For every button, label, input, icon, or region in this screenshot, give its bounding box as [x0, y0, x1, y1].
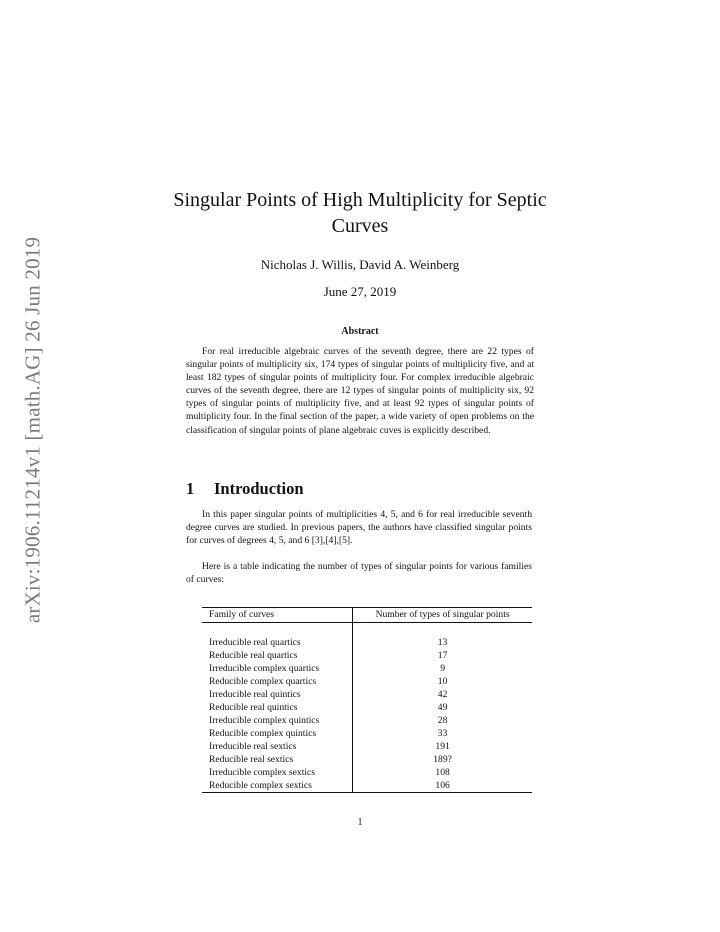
count-cell: 28 — [353, 714, 532, 727]
table-row — [202, 662, 532, 675]
table-row — [202, 649, 532, 662]
count-cell: 33 — [353, 727, 532, 740]
intro-paragraph: Here is a table indicating the number of types of singular points for various families of curves: — [186, 561, 532, 586]
table-row — [202, 779, 532, 793]
family-cell: Irreducible real sextics — [209, 741, 297, 752]
family-cell: Irreducible complex quintics — [209, 715, 320, 726]
section-heading — [186, 479, 304, 499]
intro-paragraph: In this paper singular points of multiplicities 4, 5, and 6 for real irreducible seventh degree curves are studied. In previous papers, the authors have classified singular points for curves of degrees 4, 5, and 6 [3],[4],[5]. — [186, 509, 532, 547]
table-row — [202, 753, 532, 766]
singular-points-table — [202, 607, 532, 793]
table-row — [202, 675, 532, 688]
count-cell: 9 — [353, 662, 532, 675]
abstract-heading: Abstract — [341, 326, 379, 337]
family-cell: Reducible complex sextics — [202, 779, 353, 793]
family-cell: Reducible real quartics — [209, 650, 298, 661]
table-header-count: Number of types of singular points — [353, 608, 532, 623]
section-title: Introduction — [214, 479, 304, 498]
table-row — [202, 727, 532, 740]
family-cell: Reducible complex quintics — [209, 728, 317, 739]
count-cell: 108 — [353, 766, 532, 779]
paper-title: Singular Points of High Multiplicity for Septic Curves — [173, 189, 547, 237]
table-spacer-row — [202, 623, 532, 637]
table-header-row — [202, 608, 532, 623]
count-cell: 42 — [353, 688, 532, 701]
arxiv-identifier-stamp: arXiv:1906.11214v1 [math.AG] 26 Jun 2019 — [20, 236, 45, 624]
family-cell: Reducible real sextics — [209, 754, 294, 765]
count-cell: 17 — [353, 649, 532, 662]
count-cell: 106 — [353, 779, 532, 793]
family-cell: Reducible complex quartics — [209, 676, 317, 687]
family-cell: Irreducible real quartics — [209, 637, 301, 648]
count-cell: 49 — [353, 701, 532, 714]
count-cell: 189? — [353, 753, 532, 766]
table-row — [202, 714, 532, 727]
table-row — [202, 701, 532, 714]
page-number: 1 — [357, 817, 363, 828]
family-cell: Reducible real quintics — [209, 702, 298, 713]
count-cell: 10 — [353, 675, 532, 688]
table-row — [202, 688, 532, 701]
table-row — [202, 766, 532, 779]
abstract-body: For real irreducible algebraic curves of the seventh degree, there are 22 types of singular points of multiplicity six, 174 types of singular points of multiplicity five, and at least 182 types of singular points of multiplicity four. For complex irreducible algebraic curves of the seventh degree, there are 12 types of singular points of multiplicity six, 92 types of singular points of multiplicity five, and at least 92 types of singular points of multiplicity four. In the final section of the paper, a wide variety of open problems on the classification of singular points of plane algebraic cuves is explicitly described. — [186, 346, 534, 436]
paper-authors: Nicholas J. Willis, David A. Weinberg — [260, 257, 460, 272]
table-row — [202, 636, 532, 649]
table-header-family: Family of curves — [202, 608, 353, 623]
count-cell: 13 — [353, 636, 532, 649]
family-cell: Irreducible complex sextics — [209, 767, 316, 778]
table-row — [202, 740, 532, 753]
section-number: 1 — [186, 479, 195, 498]
family-cell: Irreducible real quintics — [209, 689, 301, 700]
family-cell: Irreducible complex quartics — [209, 663, 320, 674]
count-cell: 191 — [353, 740, 532, 753]
paper-date: June 27, 2019 — [323, 284, 397, 299]
